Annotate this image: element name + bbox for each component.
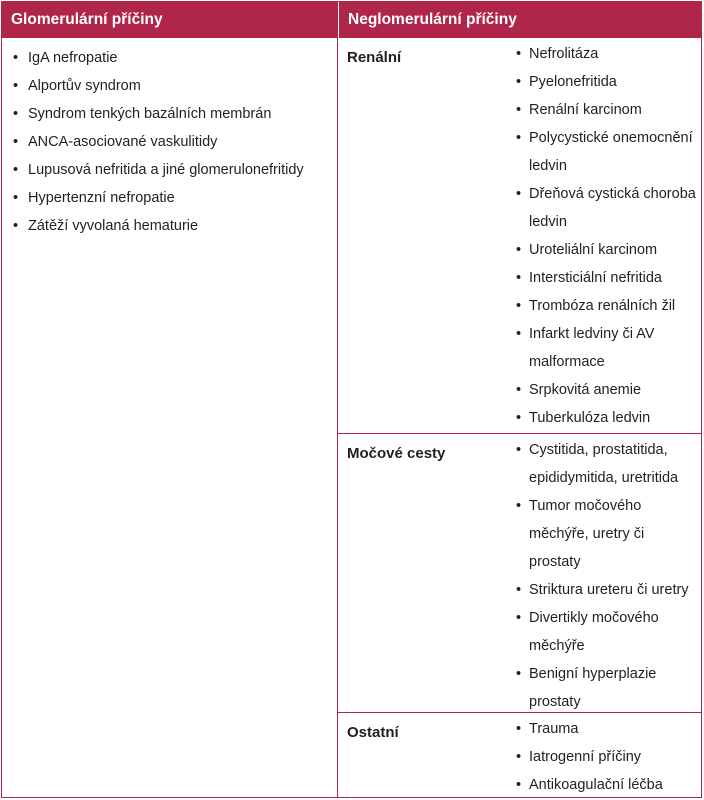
list-item: • Polycystické onemocnění ledvin: [512, 124, 698, 180]
section-urinary-tract: [338, 434, 701, 713]
hematuria-causes-table: [1, 1, 702, 798]
section-list-other: [512, 715, 698, 799]
list-item: • Benigní hyperplazie prostaty: [512, 660, 698, 713]
list-item: • ANCA-asociované vaskulitidy: [2, 128, 337, 156]
glomerular-column: [2, 38, 338, 797]
list-item: • Divertikly močového měchýře: [512, 604, 698, 660]
list-item: • Lupusová nefritida a jiné glomerulonefritidy: [2, 156, 337, 184]
header-nonglomerular: [338, 2, 701, 38]
section-label-other: Ostatní: [347, 724, 399, 741]
list-item: • Intersticiální nefritida: [512, 264, 698, 292]
list-item: • Renální karcinom: [512, 96, 698, 124]
glomerular-list: [2, 38, 337, 240]
section-label-urinary-tract: Močové cesty: [347, 445, 446, 462]
list-item: • Dřeňová cystická choroba ledvin: [512, 180, 698, 236]
list-item: • Zátěží vyvolaná hematurie: [2, 212, 337, 240]
list-item: • Iatrogenní příčiny: [512, 743, 698, 771]
list-item: • Cystitida, prostatitida, epididymitida, uretritida: [512, 436, 698, 492]
list-item: • Hypertenzní nefropatie: [2, 184, 337, 212]
section-list-renal: [512, 40, 698, 432]
list-item: • Antikoagulační léčba: [512, 771, 698, 799]
list-item: • Pyelonefritida: [512, 68, 698, 96]
list-item: • Alportův syndrom: [2, 72, 337, 100]
header-nonglomerular-text: Neglomerulární příčiny: [348, 11, 517, 28]
section-list-urinary-tract: [512, 436, 698, 713]
list-item: • Striktura ureteru či uretry: [512, 576, 698, 604]
header-glomerular-text: Glomerulární příčiny: [11, 11, 163, 28]
list-item: • Tuberkulóza ledvin: [512, 404, 698, 432]
list-item: • Tumor močového měchýře, uretry či prostaty: [512, 492, 698, 576]
section-renal: [338, 38, 701, 434]
section-label-renal: Renální: [347, 49, 402, 66]
header-glomerular: [2, 2, 338, 38]
list-item: • Syndrom tenkých bazálních membrán: [2, 100, 337, 128]
list-item: • IgA nefropatie: [2, 44, 337, 72]
list-item: • Infarkt ledviny či AV malformace: [512, 320, 698, 376]
section-other: [338, 713, 701, 797]
list-item: • Trombóza renálních žil: [512, 292, 698, 320]
list-item: • Srpkovitá anemie: [512, 376, 698, 404]
list-item: • Nefrolitáza: [512, 40, 698, 68]
list-item: • Trauma: [512, 715, 698, 743]
list-item: • Uroteliální karcinom: [512, 236, 698, 264]
